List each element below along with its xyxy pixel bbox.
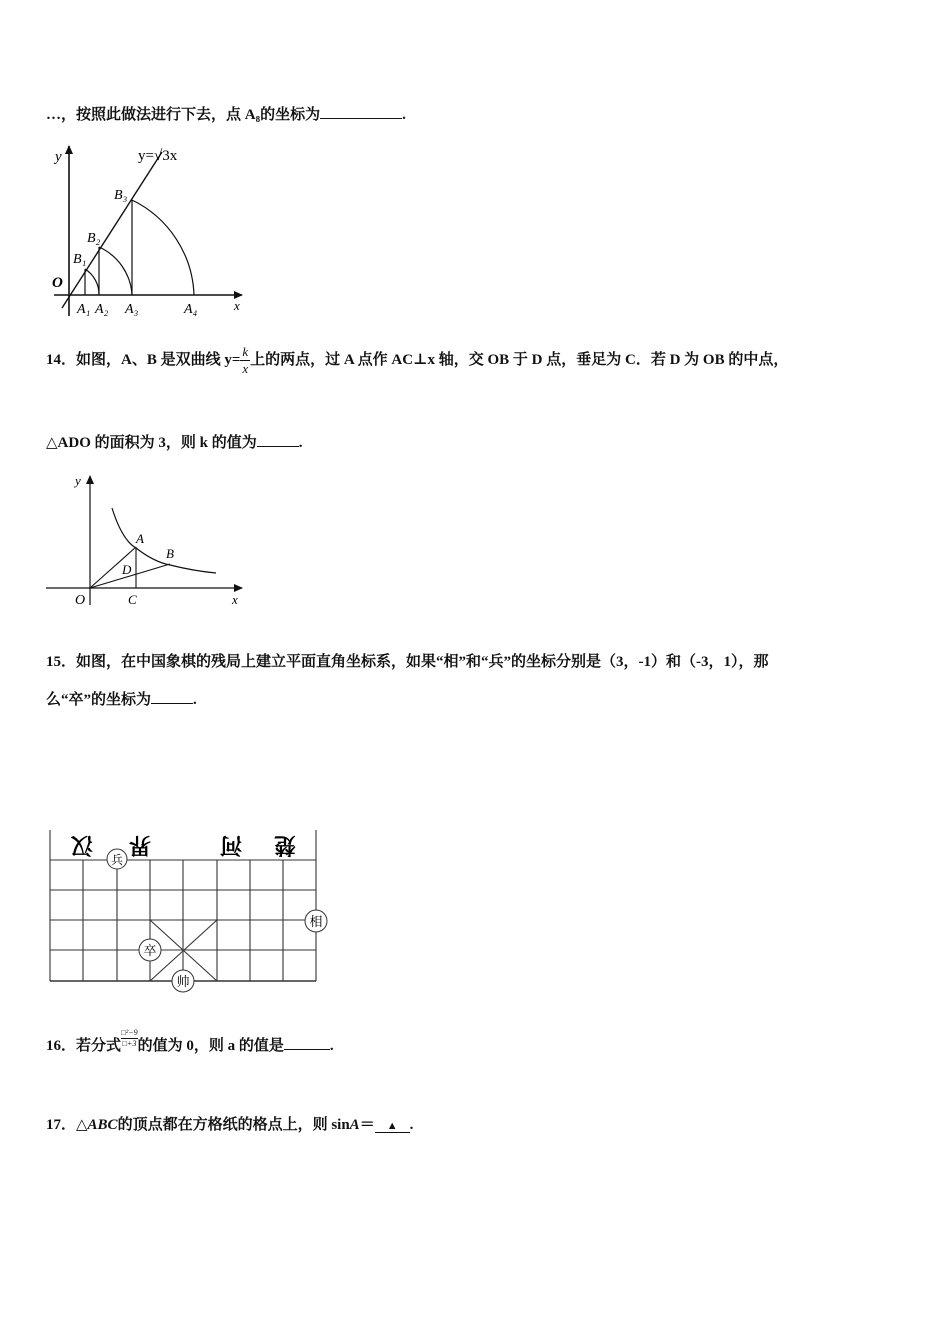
q15-answer-blank [151, 688, 193, 704]
q13-label-a2: A₂ [95, 302, 109, 317]
q15-river-text-right1: 河 [219, 833, 242, 858]
q14-label-b: B [166, 546, 174, 561]
q17-triangle-mark: ▲ [386, 1120, 398, 1132]
q13-figure [44, 138, 254, 320]
q15-river-text-right2: 楚 [273, 833, 296, 858]
q17-text-b: 的顶点都在方格纸的格点上，则 sin [117, 1117, 350, 1133]
q14-label-d: D [122, 562, 132, 577]
q15-piece-shuai [172, 970, 194, 992]
q13-answer-blank [320, 103, 402, 119]
q13-label-b3: B₃ [114, 188, 128, 203]
q13-arc-2 [99, 247, 132, 295]
q14-text-a: 14．如图，A、B 是双曲线 y= [46, 351, 241, 368]
q13-label-b2: B₂ [87, 231, 101, 246]
q16-fraction [121, 1028, 138, 1049]
q17-text-a: 17．△ [46, 1117, 88, 1133]
q15-text-line2 [46, 688, 197, 709]
q14-text-line2 [46, 431, 302, 452]
q13-label-b1: B₁ [73, 252, 87, 267]
svg-text:卒: 卒 [143, 943, 157, 958]
q16-text-a: 16．若分式 [46, 1038, 122, 1054]
q15-river-text-left: 汉 [70, 833, 93, 858]
q14-answer-blank [257, 431, 299, 447]
q16-frac-num: □²−9 [121, 1028, 138, 1037]
q14-axis-y-label: y [75, 473, 81, 488]
q14-origin-label: O [75, 593, 86, 608]
q15-period: . [193, 692, 197, 708]
q13-text: …，按照此做法进行下去，点 A₈的坐标为 [46, 107, 321, 123]
q14-frac-den: x [242, 361, 249, 376]
q15-text-line [46, 650, 769, 671]
svg-text:帅: 帅 [176, 974, 190, 989]
svg-text:兵: 兵 [110, 853, 124, 867]
q16-period: . [329, 1038, 334, 1054]
svg-text:相: 相 [309, 914, 323, 929]
q13-period: . [402, 107, 406, 123]
q17-answer-blank [375, 1117, 410, 1133]
q16-frac-den: □+3 [122, 1039, 137, 1048]
q15-piece-xiang [305, 910, 327, 932]
q14-label-a: A [136, 531, 144, 546]
q15-line2: 么“卒”的坐标为 [46, 692, 152, 708]
q15-piece-bing [107, 849, 127, 869]
q13-origin-label: O [52, 275, 63, 291]
q14-frac-num: k [242, 344, 249, 359]
q17-period: . [409, 1117, 414, 1133]
q13-axis-x-label: x [234, 298, 240, 313]
q16-text-b: 的值为 0，则 a 的值是 [137, 1038, 284, 1054]
q14-text-b: 上的两点，过 A 点作 AC⊥x 轴，交 OB 于 D 点，垂足为 C．若 D 为 OB 的中点， [250, 351, 789, 368]
q13-line-label: y=√3x [138, 148, 178, 164]
q13-arc-1 [85, 269, 99, 295]
q14-text-line [46, 344, 788, 377]
q14-axis-x-label: x [232, 592, 238, 607]
q16-answer-blank [284, 1034, 330, 1050]
q13-line-sqrt3x [62, 152, 162, 308]
q14-line2: △ADO 的面积为 3，则 k 的值为 [46, 435, 257, 451]
q13-label-a3: A₃ [125, 302, 139, 317]
q13-text-line [46, 103, 406, 124]
q15-chess-figure [44, 826, 334, 994]
q17-triangle-abc: ABC [87, 1117, 118, 1133]
q15-line1: 15．如图，在中国象棋的残局上建立平面直角坐标系，如果“相”和“兵”的坐标分别是（3，-1）和（-3，1），那 [46, 654, 769, 670]
q15-river-text-mid: 界 [128, 833, 151, 858]
q15-piece-zu [139, 939, 161, 961]
q13-label-a4: A₄ [184, 302, 198, 317]
q17-angle-a: A [349, 1117, 360, 1133]
q14-label-c: C [128, 592, 137, 607]
q14-figure [44, 470, 249, 610]
q13-label-a1: A₁ [77, 302, 91, 317]
q14-period: . [298, 435, 303, 451]
q17-text-line [46, 1113, 413, 1134]
q17-equals: ＝ [359, 1117, 375, 1133]
q13-axis-y-label: y [55, 149, 62, 165]
q16-text-line [46, 1028, 334, 1055]
q14-fraction [240, 344, 250, 377]
q13-arc-3 [132, 200, 194, 295]
